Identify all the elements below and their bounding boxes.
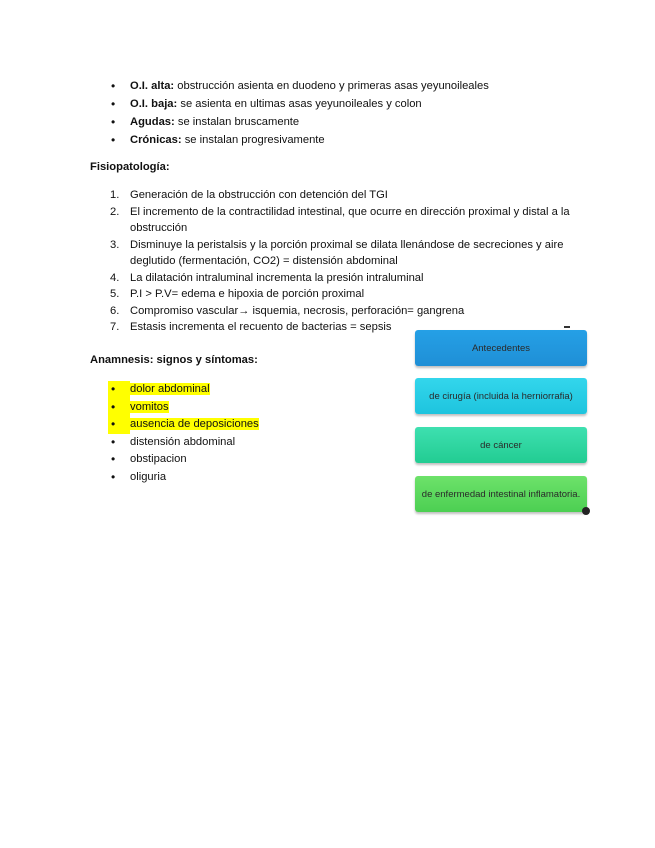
item-number: 5. bbox=[110, 288, 120, 300]
symptom-text: vomitos bbox=[130, 400, 169, 413]
list-item bbox=[110, 187, 570, 204]
description: se instalan bruscamente bbox=[174, 116, 300, 128]
term: O.I. alta: bbox=[130, 80, 175, 92]
item-number: 4. bbox=[110, 271, 120, 284]
diagram-box-enfermedad: de enfermedad intestinal inflamatoria. bbox=[415, 476, 587, 512]
item-number: 2. bbox=[110, 205, 120, 218]
anamnesis-heading: Anamnesis: signos y síntomas: bbox=[90, 354, 258, 366]
list-item bbox=[108, 434, 358, 452]
connector-mark bbox=[564, 326, 570, 328]
description: obstrucción asienta en duodeno y primeras asas yeyunoileales bbox=[174, 80, 489, 92]
list-item bbox=[108, 399, 358, 417]
list-item bbox=[110, 204, 570, 237]
term: Agudas: bbox=[130, 116, 175, 128]
item-number: 6. bbox=[110, 304, 120, 317]
list-item bbox=[108, 77, 578, 95]
symptom-text: oliguria bbox=[130, 470, 167, 483]
list-item bbox=[108, 381, 358, 399]
list-item bbox=[108, 416, 358, 434]
symptom-text: ausencia de deposiciones bbox=[130, 418, 259, 430]
list-item bbox=[108, 131, 578, 149]
symptom-text: obstipacion bbox=[130, 453, 187, 465]
connector-dot bbox=[582, 507, 590, 515]
item-text: Disminuye la peristalsis y la porción proximal se dilata llenándose de secreciones y aire deglutido (fermentación, CO2) = distensión abdominal bbox=[130, 238, 564, 267]
diagram-box-cirugia: de cirugía (incluida la herniorrafia) bbox=[415, 378, 587, 414]
fisiopatologia-heading: Fisiopatología: bbox=[90, 161, 170, 173]
term: Crónicas: bbox=[130, 134, 182, 146]
description: se instalan progresivamente bbox=[181, 134, 325, 146]
list-item bbox=[110, 270, 570, 287]
symptoms-list bbox=[108, 381, 358, 486]
list-item bbox=[110, 303, 570, 320]
antecedentes-diagram bbox=[412, 326, 592, 518]
item-text: Compromiso vascular→ isquemia, necrosis, perforación= gangrena bbox=[130, 304, 465, 317]
diagram-box-cancer: de cáncer bbox=[415, 427, 587, 463]
item-text: Estasis incrementa el recuento de bacterias = sepsis bbox=[130, 321, 392, 333]
item-text: La dilatación intraluminal incrementa la presión intraluminal bbox=[130, 271, 424, 284]
item-text: P.I > P.V= edema e hipoxia de porción proximal bbox=[130, 288, 365, 300]
item-number: 3. bbox=[110, 238, 120, 251]
term: O.I. baja: bbox=[130, 98, 178, 110]
list-item bbox=[108, 113, 578, 131]
list-item bbox=[108, 451, 358, 469]
item-number: 1. bbox=[110, 189, 120, 201]
item-text: Generación de la obstrucción con detención del TGI bbox=[130, 189, 388, 201]
item-number: 7. bbox=[110, 321, 120, 333]
list-item bbox=[108, 469, 358, 487]
list-item bbox=[110, 237, 570, 270]
obstruction-types-list bbox=[108, 77, 578, 149]
symptom-text: dolor abdominal bbox=[130, 383, 210, 395]
symptom-text: distensión abdominal bbox=[130, 435, 236, 448]
list-item bbox=[108, 95, 578, 113]
description: se asienta en ultimas asas yeyunoileales y colon bbox=[177, 98, 422, 110]
item-text: El incremento de la contractilidad intestinal, que ocurre en dirección proximal y distal a la obstrucción bbox=[130, 205, 570, 234]
list-item bbox=[110, 286, 570, 303]
diagram-box-antecedentes: Antecedentes bbox=[415, 330, 587, 366]
fisiopatologia-list bbox=[110, 187, 570, 336]
